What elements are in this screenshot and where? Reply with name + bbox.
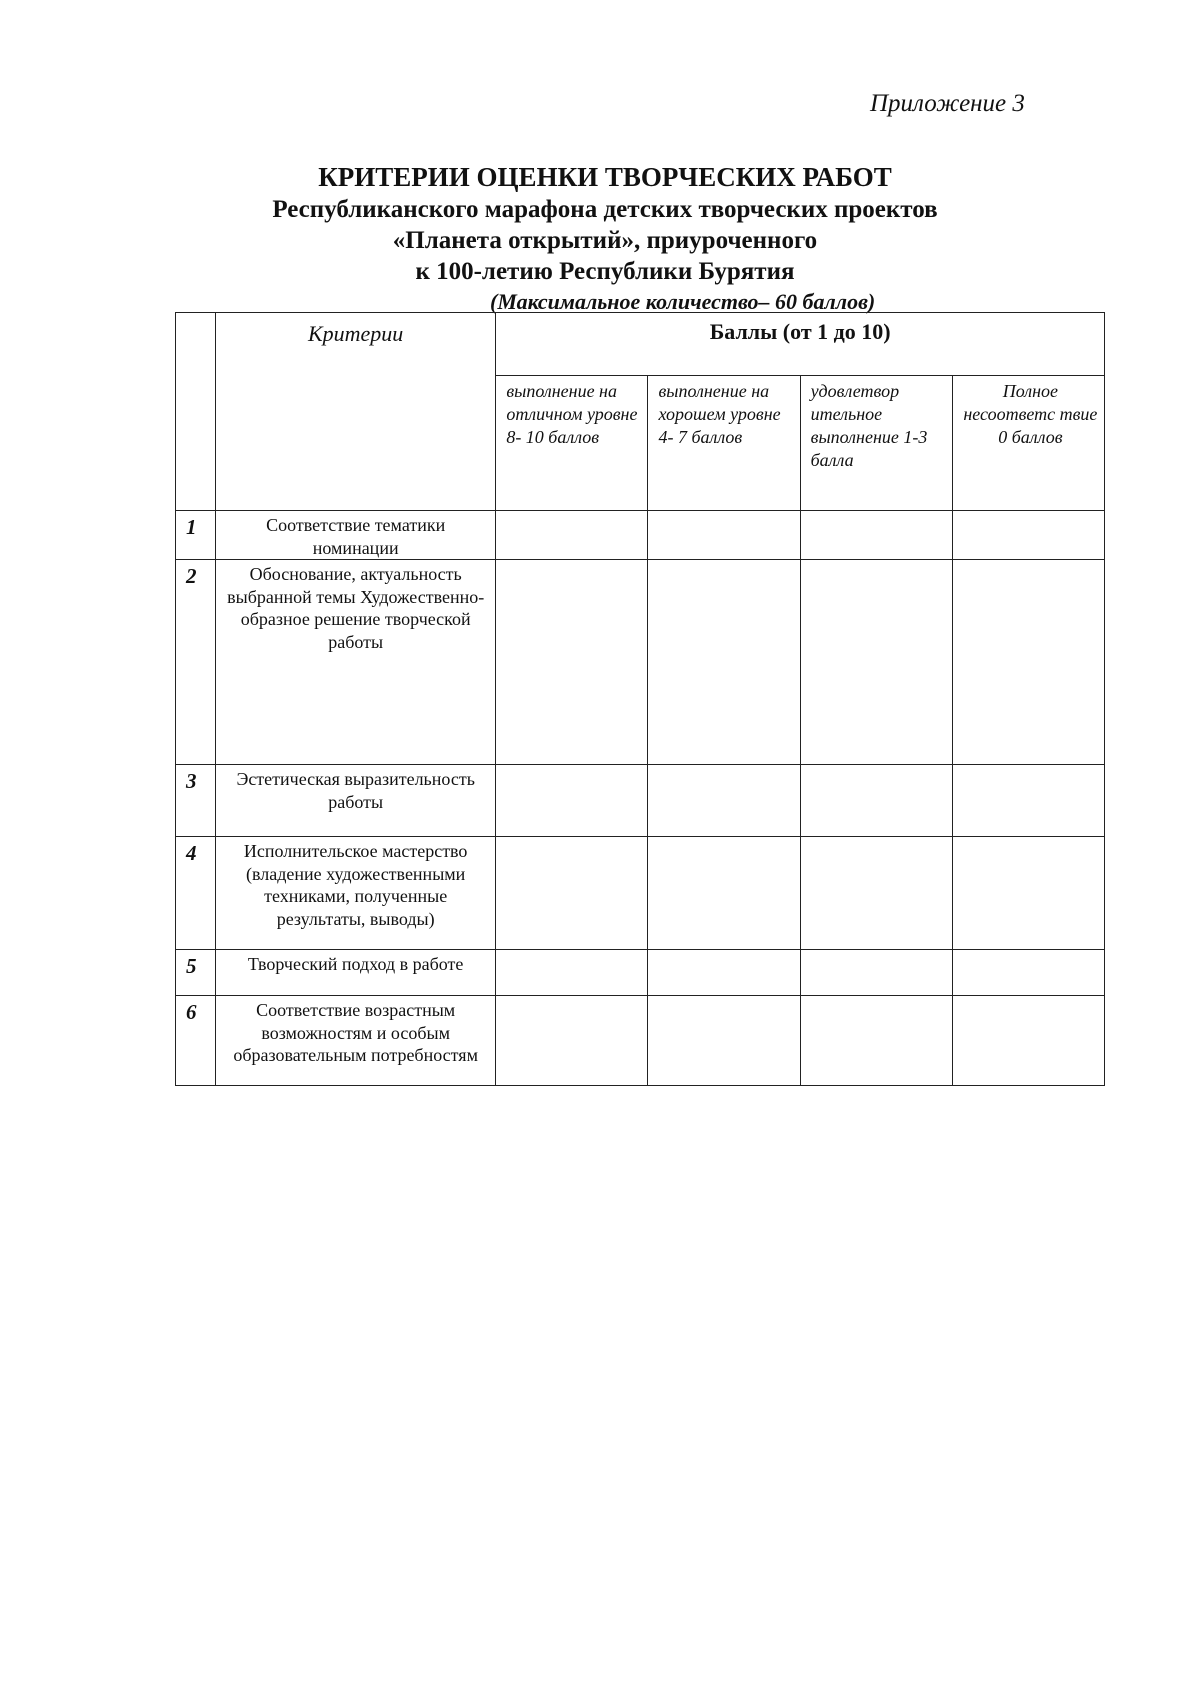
row-number: 6 xyxy=(176,996,216,1086)
criterion-name: Эстетическая выразительность работы xyxy=(216,765,496,837)
score-cell[interactable] xyxy=(800,511,952,560)
number-header-cell xyxy=(176,313,216,511)
title-line-1: КРИТЕРИИ ОЦЕНКИ ТВОРЧЕСКИХ РАБОТ xyxy=(318,162,892,192)
criterion-name: Обоснование, актуальность выбранной темы Художественно-образное решение творческой работы xyxy=(216,560,496,765)
table-row xyxy=(176,511,1105,560)
level-good: выполнение на хорошем уровне 4- 7 баллов xyxy=(648,376,800,511)
score-cell[interactable] xyxy=(496,560,648,765)
table-row xyxy=(176,765,1105,837)
score-cell[interactable] xyxy=(800,950,952,996)
score-cell[interactable] xyxy=(952,950,1104,996)
row-number: 5 xyxy=(176,950,216,996)
table-row xyxy=(176,837,1105,950)
appendix-label: Приложение 3 xyxy=(870,90,1025,117)
criteria-header: Критерии xyxy=(216,313,496,511)
row-number: 2 xyxy=(176,560,216,765)
score-cell[interactable] xyxy=(648,511,800,560)
table-row xyxy=(176,996,1105,1086)
title-line-4: к 100-летию Республики Бурятия xyxy=(415,258,795,285)
criterion-name: Творческий подход в работе xyxy=(216,950,496,996)
score-cell[interactable] xyxy=(648,765,800,837)
score-cell[interactable] xyxy=(800,837,952,950)
level-noncompliance: Полное несоответс твие 0 баллов xyxy=(952,376,1104,511)
score-cell[interactable] xyxy=(496,837,648,950)
score-cell[interactable] xyxy=(648,560,800,765)
scores-header: Баллы (от 1 до 10) xyxy=(496,313,1105,376)
score-cell[interactable] xyxy=(648,950,800,996)
row-number: 1 xyxy=(176,511,216,560)
score-cell[interactable] xyxy=(952,511,1104,560)
table-header-row xyxy=(176,313,1105,376)
score-cell[interactable] xyxy=(800,560,952,765)
criterion-name: Исполнительское мастерство (владение художественными техниками, полученные результаты, выводы) xyxy=(216,837,496,950)
score-cell[interactable] xyxy=(496,996,648,1086)
score-cell[interactable] xyxy=(648,996,800,1086)
score-cell[interactable] xyxy=(800,996,952,1086)
score-cell[interactable] xyxy=(952,996,1104,1086)
score-cell[interactable] xyxy=(952,765,1104,837)
score-cell[interactable] xyxy=(648,837,800,950)
criterion-name: Соответствие возрастным возможностям и особым образовательным потребностям xyxy=(216,996,496,1086)
criteria-table xyxy=(175,312,1105,1086)
score-cell[interactable] xyxy=(496,511,648,560)
score-cell[interactable] xyxy=(496,950,648,996)
title-line-3: «Планета открытий», приуроченного xyxy=(392,227,818,254)
row-number: 3 xyxy=(176,765,216,837)
score-cell[interactable] xyxy=(952,837,1104,950)
title-line-2: Республиканского марафона детских творческих проектов xyxy=(272,196,938,223)
level-excellent: выполнение на отличном уровне 8- 10 баллов xyxy=(496,376,648,511)
score-cell[interactable] xyxy=(952,560,1104,765)
criterion-name: Соответствие тематики номинации xyxy=(216,511,496,560)
level-satisfactory: удовлетвор ительное выполнение 1-3 балла xyxy=(800,376,952,511)
document-title xyxy=(160,160,1050,287)
row-number: 4 xyxy=(176,837,216,950)
table-row xyxy=(176,950,1105,996)
table-row xyxy=(176,560,1105,765)
max-score-note: (Максимальное количество– 60 баллов) xyxy=(490,289,876,314)
score-cell[interactable] xyxy=(496,765,648,837)
score-cell[interactable] xyxy=(800,765,952,837)
